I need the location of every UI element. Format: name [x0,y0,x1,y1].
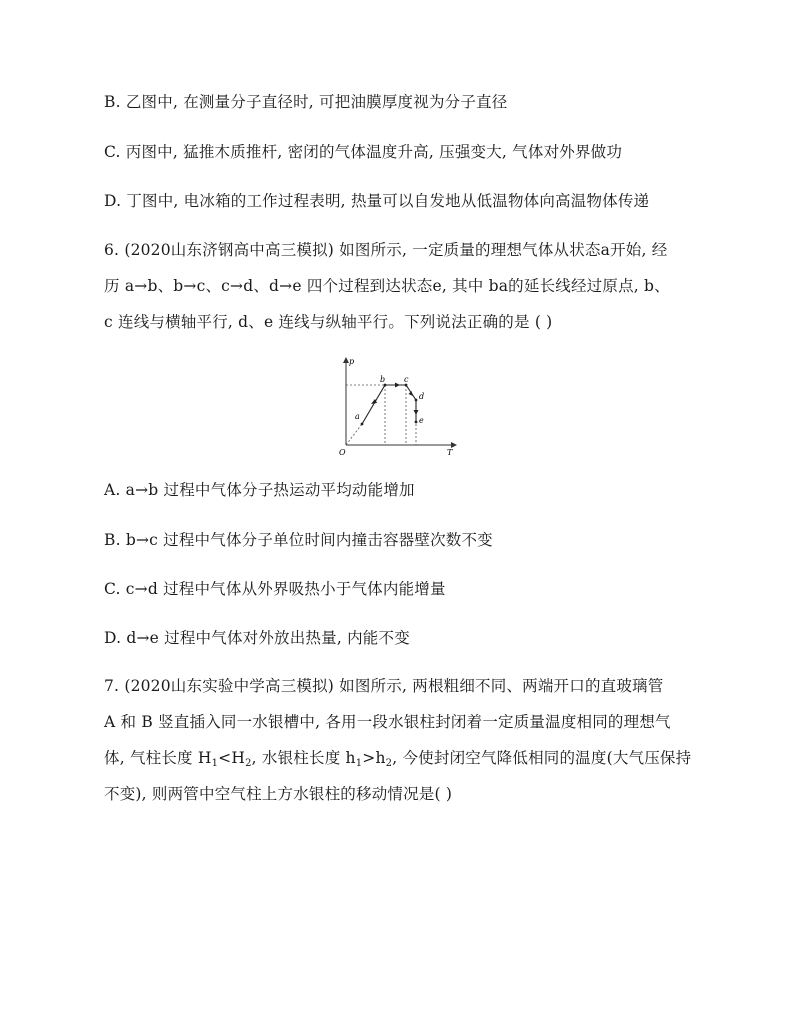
label-e: e [419,416,424,425]
q7-line3-sub3: 1 [355,758,363,769]
label-d: d [419,392,425,401]
question-7-line-3 [104,748,691,768]
question-7-line-4: 不变), 则两管中空气柱上方水银柱的移动情况是( ) [104,785,453,803]
point-e [415,421,418,424]
question-6-line-1: 6. (2020山东济钢高中高三模拟) 如图所示, 一定质量的理想气体从状态a开始, 经 [104,241,668,259]
question-7-line-2: A 和 B 竖直插入同一水银槽中, 各用一段水银柱封闭着一定质量温度相同的理想气 [104,713,671,731]
label-c: c [404,375,409,384]
point-c [405,384,408,387]
q7-line3-part5: , 今使封闭空气降低相同的温度(大气压保持 [392,749,692,767]
dashed-origin-to-a [346,424,362,445]
q7-line3-part1: 体, 气柱长度 H [104,749,212,767]
label-O: O [339,448,346,457]
point-d [415,399,418,402]
label-T: T [447,448,453,457]
p-t-diagram [334,352,464,462]
question-6-option-b: B. b→c 过程中气体分子单位时间内撞击容器壁次数不变 [104,531,493,549]
point-b [384,384,387,387]
q7-line3-part2: <H [218,749,246,767]
question-7-line-1: 7. (2020山东实验中学高三模拟) 如图所示, 两根粗细不同、两端开口的直玻璃管 [104,677,664,695]
q7-line3-part3: , 水银柱长度 h [251,749,356,767]
q7-line3-part4: >h [362,749,386,767]
q7-line3-sub2: 2 [245,758,252,769]
p-t-diagram-svg [334,352,464,462]
arrow-d-e [414,410,419,415]
question-6-option-c: C. c→d 过程中气体从外界吸热小于气体内能增量 [104,580,446,598]
q7-line3-sub4: 2 [385,758,393,769]
arrow-b-c [395,383,400,388]
point-a [361,423,364,426]
question-6-option-a: A. a→b 过程中气体分子热运动平均动能增加 [104,481,415,499]
process-a-b [362,385,385,424]
label-b: b [380,375,386,384]
label-a: a [355,412,360,421]
text-line-option-d-prev: D. 丁图中, 电冰箱的工作过程表明, 热量可以自发地从低温物体向高温物体传递 [104,192,650,210]
label-p: p [349,357,355,366]
question-6-line-2: 历 a→b、b→c、c→d、d→e 四个过程到达状态e, 其中 ba的延长线经过原点, b、 [104,277,670,295]
text-line-option-c-prev: C. 丙图中, 猛推木质推杆, 密闭的气体温度升高, 压强变大, 气体对外界做功 [104,143,623,161]
q7-line3-sub1: 1 [211,758,219,769]
question-6-option-d: D. d→e 过程中气体对外放出热量, 内能不变 [104,629,410,647]
question-6-line-3: c 连线与横轴平行, d、e 连线与纵轴平行。下列说法正确的是 ( ) [104,313,553,331]
text-line-option-b-prev: B. 乙图中, 在测量分子直径时, 可把油膜厚度视为分子直径 [104,93,508,111]
